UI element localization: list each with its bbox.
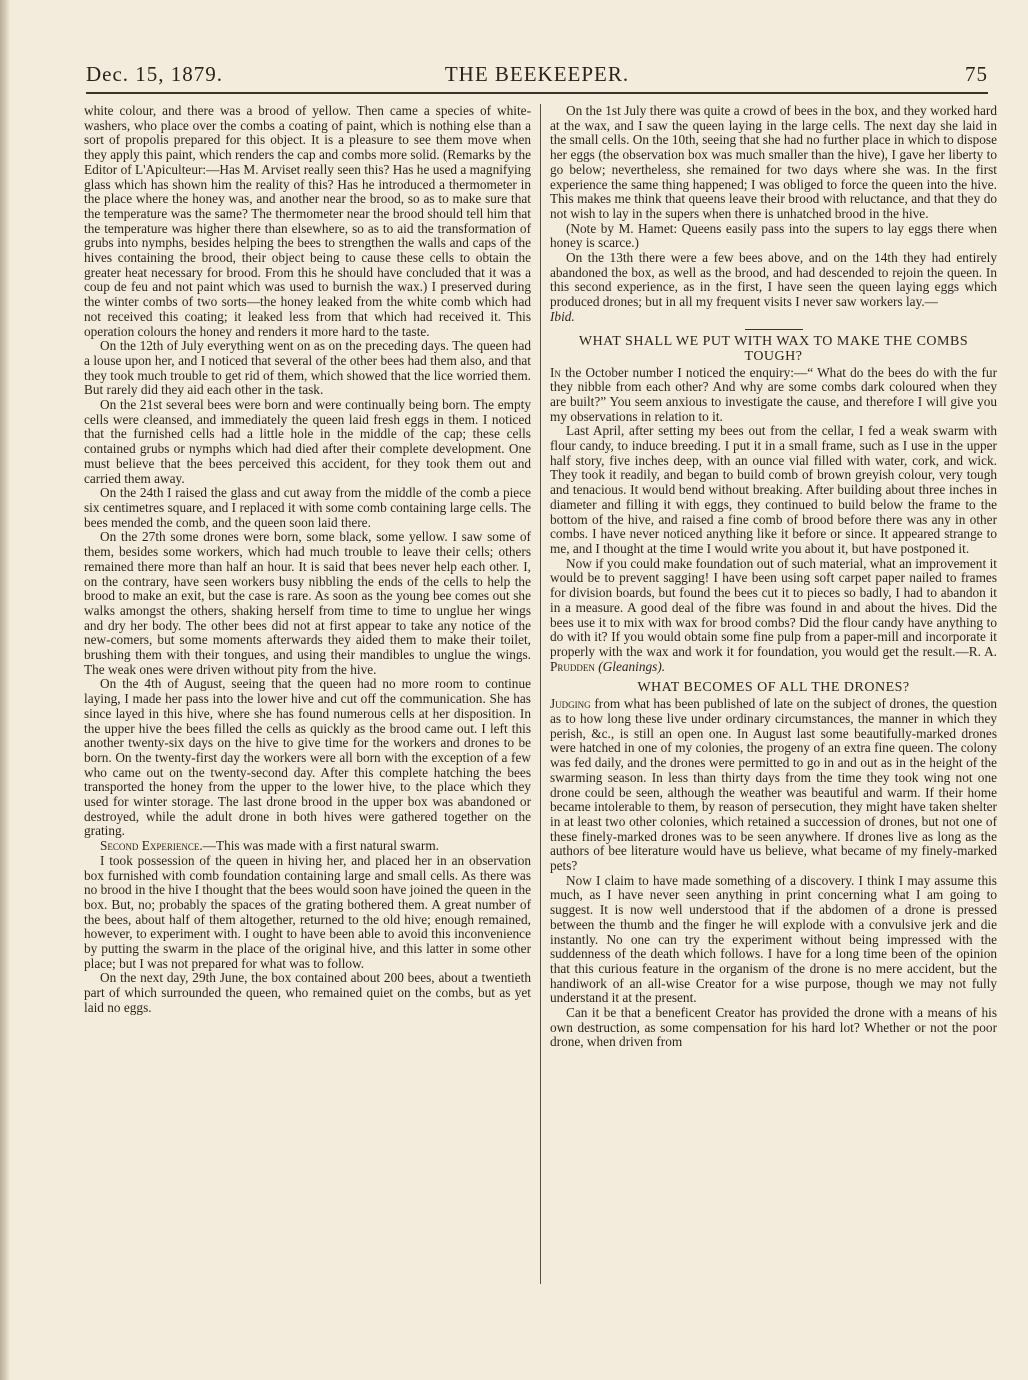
paragraph <box>550 251 997 325</box>
drop-lead: In <box>550 364 561 380</box>
source-citation: Ibid. <box>550 308 575 324</box>
left-column <box>84 104 531 1016</box>
paragraph: On the next day, 29th June, the box contained about 200 bees, about a twentieth part of which surrounded the queen, who remained quiet on the combs, but as yet laid no eggs. <box>84 970 531 1015</box>
page-binding-shadow <box>0 0 10 1380</box>
source-citation: (Gleanings). <box>598 658 666 674</box>
page-header <box>86 58 988 94</box>
paragraph: white colour, and there was a brood of yellow. Then came a species of white-washers, who place over the combs a coating of paint, which is nothing else than a sort of propolis prepared for this object. It is a pleasure to see them move when they apply this paint, which renders the cap and combs more solid. (Remarks by the Editor of L'Apiculteur:—Has M. Arviset really seen this? Has he used a magnifying glass which has shown him the reality of this? Has he introduced a thermometer in the place where the honey was, and another near the brood, so as to make sure that the temperature was the same? The thermometer near the brood should tell him that the temperature was higher there than elsewhere, so as to aid the transformation of grubs into nymphs, besides helping the bees to strengthen the walls and caps of the hives containing the brood, their object being to cause these cells to obtain the greater heat necessary for brood. From this he should have concluded that it was a coup de feu and not paint which was used to burnish the wax.) I preserved during the winter combs of two sorts—the honey leaked from the white comb which had not received this coating; it leaked less from that which had received it. This operation colours the honey and renders it more hard to the taste. <box>84 103 531 339</box>
paragraph <box>550 366 997 425</box>
paragraph <box>550 697 997 873</box>
paragraph <box>84 839 531 854</box>
author-name: R. A. Prudden <box>550 643 997 674</box>
paragraph: On the 1st July there was quite a crowd of bees in the box, and they worked hard at the wax, and I saw the queen laying in the large cells. The next day she laid in the small cells. On the 10th, seeing that she had no further place in which to dispose her eggs (the observation box was much smaller than the hive), I gave her liberty to go below; nevertheless, she remained for two days where she was. In the first experience the same thing happened; I was obliged to force the queen into the hive. This makes me think that queens leave their brood with reluctance, and that they do not wish to lay in the supers when there is unhatched brood in the hive. <box>550 103 997 221</box>
paragraph-text: the October number I noticed the enquiry:—“ What do the bees do with the fur they nibble from each other? And why are some combs dark coloured when they are built?” You seem anxious to investigate the cause, and therefore I will give you my observations in relation to it. <box>550 364 997 424</box>
publication-title: THE BEEKEEPER. <box>444 62 630 86</box>
paragraph: Now I claim to have made something of a discovery. I think I may assume this much, as I have never seen anything in print concerning what I am going to suggest. It is now well understood that if the abdomen of a drone is pressed between the thumb and the finger he will explode with a convulsive jerk and die instantly. No one can try the experiment without being impressed with the suddenness of the death which follows. I have for a long time been of the opinion that this curious feature in the organism of the drone is no mere accident, but the handiwork of an all-wise Creator for a wise purpose, though we may not fully understand it at the present. <box>550 872 997 1006</box>
article-heading: WHAT SHALL WE PUT WITH WAX TO MAKE THE COMBS TOUGH? <box>578 333 969 364</box>
paragraph: I took possession of the queen in hiving her, and placed her in an observation box furnished with comb foundation containing large and small cells. As there was no brood in the hive I thought that the bees would soon have joined the queen in the box. But, no; probably the spaces of the grating bothered them. A great number of the bees, about half of them altogether, returned to the old hive; enough remained, however, to experiment with. I ought to have been able to avoid this inconvenience by putting the swarm in the place of the original hive, and this latter in some other place; but I was not prepared for what was to follow. <box>84 852 531 971</box>
paragraph: Last April, after setting my bees out from the cellar, I fed a weak swarm with flour candy, to induce breeding. I put it in a small frame, such as I use in the upper half story, five inches deep, with an ounce vial filled with water, cork, and wick. They took it readily, and began to build comb of brown greyish colour, very tough and tenacious. It would bend without breaking. After building about three inches in diameter and filling it with eggs, they continued to build below the frame to the bottom of the hive, and raised a fine comb of brood before there was any in other combs. I have never noticed anything like it before or since. It appeared strange to me, and I thought at the time I would write you about it, but have postponed it. <box>550 423 997 556</box>
paragraph <box>550 557 997 675</box>
paragraph: On the 27th some drones were born, some black, some yellow. I saw some of them, besides some workers, which had much trouble to leave their cells; others remained there more than half an hour. It is said that bees never help each other. I, on the contrary, have seen workers busy nibbling the ends of the cells to help the brood to make an exit, but the case is rare. As soon as the young bee comes out she walks amongst the others, shaking herself from time to time to unglue her wings and dry her body. The other bees did not at first appear to take any notice of the new-comers, but some moments afterwards they aided them to make their toilet, brushing them with their tongues, and using their mandibles to unglue the wings. The weak ones were driven without pity from the hive. <box>84 529 531 677</box>
paragraph: (Note by M. Hamet: Queens easily pass into the supers to lay eggs there when honey is scarce.) <box>550 220 997 251</box>
article-heading: WHAT BECOMES OF ALL THE DRONES? <box>637 680 910 696</box>
paragraph: On the 4th of August, seeing that the queen had no more room to continue laying, I made her pass into the lower hive and cut off the communication. She has since layed in this hive, where she has found numerous cells at her disposition. In the upper hive the bees filled the cells as quickly as the brood came out. I left this another twenty-six days on the hive to give time for the workers and drones to be born. On the twenty-first day the workers were all born with the exception of a few who came out on the twenty-second day. After this complete hatching the bees transported the honey from the upper to the lower hive, to the place which they used for winter storage. The last drone brood in the upper box was abandoned or destroyed, while the adult drone in both hives were gathered together on the grating. <box>84 676 531 839</box>
paragraph-text: On the 13th there were a few bees above, and on the 14th they had entirely abandoned the box, as well as the brood, and had descended to rejoin the queen. In this second experience, as in the first, I have seen the queen laying eggs which produced drones; but in all my frequent visits I never saw workers lay.— <box>550 250 997 310</box>
issue-date: Dec. 15, 1879. <box>86 62 224 86</box>
paragraph-text: Now if you could make foundation out of such material, what an improvement it would be to prevent sagging! I have been using soft carpet paper nailed to frames for division boards, but found the bees cut it to pieces so badly, I had to abandon it in a measure. A good deal of the fibre was found in and about the hives. Did the bees use it to mix with wax for brood combs? Did the flour candy have anything to do with it? If you would obtain some fine pulp from a paper-mill and incorporate it properly with the wax and work it for foundation, you would get the result.— <box>550 555 997 659</box>
paragraph: On the 12th of July everything went on as on the preceding days. The queen had a louse upon her, and I noticed that several of the other bees had them also, and that they took much trouble to get rid of them, which showed that the lice worried them. But rarely did they aid each other in the task. <box>84 338 531 398</box>
paragraph-text: from what has been published of late on the subject of drones, the question as to how long these live under ordinary circumstances, the manner in which they perish, &c., is still an open one. In August last some beautifully-marked drones were hatched in one of my colonies, the progeny of an extra fine queen. The colony was fed daily, and the drones were permitted to go in and out as in the height of the swarming season. In less than thirty days from the time they took wing not one drone could be seen, although the weather was beautiful and warm. If their home became intolerable to them, by reason of persecution, they might have taken shelter in at least two other colonies, which retained a succession of drones, but not one of these finely-marked drones was to be seen anywhere. If drones live as long as the authors of bee literature would have us believe, what became of my finely-marked pets? <box>550 696 997 874</box>
paragraph: On the 21st several bees were born and were continually being born. The empty cells were cleansed, and immediately the queen laid fresh eggs in them. I noticed that the furnished cells had a little hole in the middle of the cap; these cells contained grubs or nymphs which had died after their complete development. One must believe that the bees perceived this accident, for they took them out and carried them away. <box>84 397 531 486</box>
paragraph: On the 24th I raised the glass and cut away from the middle of the comb a piece six centimetres square, and I replaced it with some comb containing large cells. The bees mended the comb, and the queen soon laid there. <box>84 485 531 530</box>
paragraph: Can it be that a beneficent Creator has provided the drone with a means of his own destruction, as some compensation for his hard lot? Whether or not the poor drone, when driven from <box>550 1005 997 1050</box>
drop-lead: Judging <box>550 696 591 712</box>
section-rule <box>745 329 803 330</box>
paragraph-text: —This was made with a first natural swarm. <box>202 838 440 854</box>
column-divider <box>540 104 541 1284</box>
section-lead: Second Experience. <box>100 838 203 854</box>
right-column <box>550 104 997 1050</box>
page-number: 75 <box>965 62 988 86</box>
